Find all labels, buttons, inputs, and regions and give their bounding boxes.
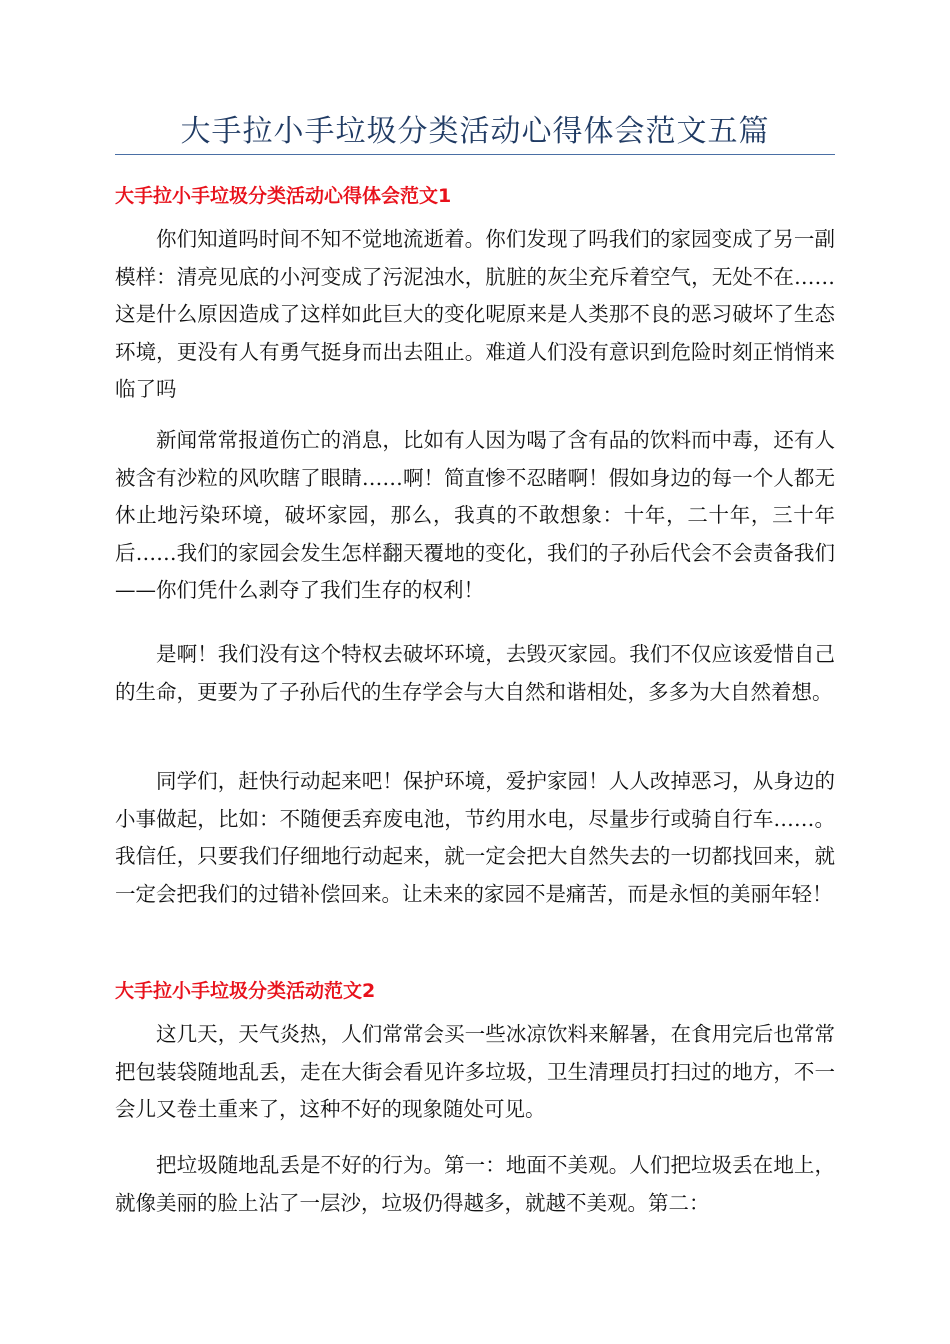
paragraph: 同学们，赶快行动起来吧！保护环境，爱护家园！人人改掉恶习，从身边的小事做起，比如：不随便丢弃废电池，节约用水电，尽量步行或骑自行车……。我信任，只要我们仔细地行动起来，就一定会把大自然失去的一切都找回来，就一定会把我们的过错补偿回来。让未来的家园不是痛苦，而是永恒的美丽年轻！ <box>115 769 835 906</box>
paragraph: 是啊！我们没有这个特权去破坏环境，去毁灭家园。我们不仅应该爱惜自己的生命，更要为了子孙后代的生存学会与大自然和谐相处，多多为大自然着想。 <box>115 642 835 704</box>
section-heading-1: 大手拉小手垃圾分类活动心得体会范文1 <box>115 185 452 207</box>
document-title: 大手拉小手垃圾分类活动心得体会范文五篇 <box>180 114 770 149</box>
title-underline <box>115 154 835 155</box>
paragraph: 这几天，天气炎热，人们常常会买一些冰凉饮料来解暑，在食用完后也常常把包装袋随地乱丢，走在大街会看见许多垃圾，卫生清理员打扫过的地方，不一会儿又卷土重来了，这种不好的现象随处可见。 <box>115 1022 835 1121</box>
section-heading-2: 大手拉小手垃圾分类活动范文2 <box>115 980 376 1002</box>
paragraph: 新闻常常报道伤亡的消息，比如有人因为喝了含有品的饮料而中毒，还有人被含有沙粒的风吹瞎了眼睛……啊！简直惨不忍睹啊！假如身边的每一个人都无休止地污染环境，破坏家园，那么，我真的不敢想象：十年，二十年，三十年后……我们的家园会发生怎样翻天覆地的变化，我们的子孙后代会不会责备我们——你们凭什么剥夺了我们生存的权利！ <box>115 428 835 602</box>
paragraph: 把垃圾随地乱丢是不好的行为。第一：地面不美观。人们把垃圾丢在地上，就像美丽的脸上沾了一层沙，垃圾仍得越多，就越不美观。第二： <box>115 1153 835 1215</box>
paragraph: 你们知道吗时间不知不觉地流逝着。你们发现了吗我们的家园变成了另一副模样：清亮见底的小河变成了污泥浊水，肮脏的灰尘充斥着空气，无处不在……这是什么原因造成了这样如此巨大的变化呢原来是人类那不良的恶习破坏了生态环境，更没有人有勇气挺身而出去阻止。难道人们没有意识到危险时刻正悄悄来临了吗 <box>115 227 835 401</box>
